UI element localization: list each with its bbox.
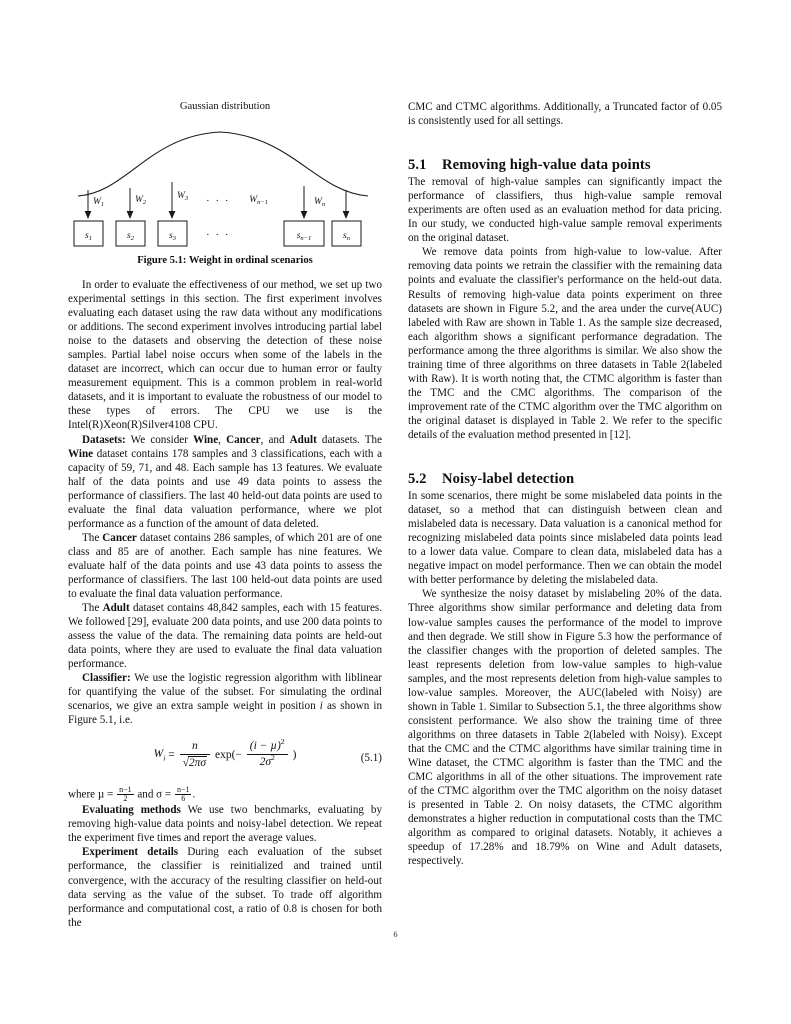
svg-text:s3: $s_3$ bbox=[169, 231, 176, 242]
eq-frac-num: n bbox=[191, 739, 198, 752]
dataset-cancer: Cancer bbox=[226, 433, 261, 446]
t: We use two benchmarks, evaluating by removing high-value data points and noisy-label detection. We repeat the experiment five times and report the average values. bbox=[68, 804, 382, 845]
datasets-lead: Datasets: bbox=[82, 433, 126, 446]
t: , bbox=[218, 433, 227, 446]
svg-text:sn: $s_n$ bbox=[343, 231, 350, 242]
where-fraction-sigma bbox=[175, 786, 192, 804]
gaussian-curve bbox=[78, 132, 368, 196]
figure-gaussian-label: Gaussian distribution bbox=[179, 101, 271, 112]
t: where µ = bbox=[68, 787, 117, 800]
left-paragraph-1: In order to evaluate the effectiveness of our method, we set up two experimental settings in this section. The first experiment involves evaluating each dataset using the raw data without any modifications or additions. The second experiment involves introducing partial label noise to the datasets and observing the detection of these noise samples. Partial label noise occurs when some of the labels in the dataset are incorrect, which can occur due to human error or faulty measurement equipment. This is a common problem in real-world datasets, and it is important to evaluate the robustness of our model to these types of errors. The CPU we use is the Intel(R)Xeon(R)Silver4108 CPU. bbox=[68, 279, 382, 432]
t: n−1 bbox=[119, 784, 132, 794]
t: 2 bbox=[123, 793, 128, 803]
svg-text:sn−1: $s_{n-1}$ bbox=[296, 231, 312, 242]
left-paragraph-cancer bbox=[68, 531, 382, 601]
dataset-adult-2: Adult bbox=[102, 602, 130, 615]
t: The bbox=[82, 531, 103, 544]
left-paragraph-datasets bbox=[68, 433, 382, 531]
svg-text:W2: $W_2$ bbox=[135, 195, 147, 206]
dataset-wine-2: Wine bbox=[68, 447, 94, 460]
t: dataset contains 286 samples, of which 201 are of one class and 85 are of another. Each sample has nine features. We evaluate half of the data points and use 43 data points to assess the performance of classifiers. The last 100 held-out data points are used to evaluate the final data valuation performance. bbox=[68, 531, 382, 601]
evaluating-methods-lead: Evaluating methods bbox=[82, 804, 181, 817]
eq-equals: = bbox=[168, 748, 175, 761]
section-gap-1 bbox=[408, 128, 722, 158]
section-5-2-paragraph-1: In some scenarios, there might be some mislabeled data points in the dataset, so a method that can distinguish between clean and mislabeled data is necessary. Data valuation is a canonical method for recognizing mislabeled data points since mislabeled data points lead to a lower data value. Compare to clean data, mislabeled data has a negative impact on model performance. Then we can obtain the model with better performance by deleting the mislabeled data. bbox=[408, 490, 722, 587]
section-gap-2 bbox=[408, 442, 722, 472]
section-number-5-1: 5.1 bbox=[408, 157, 427, 174]
figure-5-1 bbox=[68, 100, 382, 268]
section-number-5-2: 5.2 bbox=[408, 471, 427, 488]
left-paragraph-where bbox=[68, 786, 382, 804]
equation-number: (5.1) bbox=[360, 751, 382, 764]
right-column bbox=[408, 100, 722, 868]
eq-inner-num: (i − µ) bbox=[249, 740, 281, 752]
eq-lhs: W bbox=[153, 748, 164, 761]
svg-text:Wn: $W_n$ bbox=[314, 197, 326, 208]
t: We consider bbox=[125, 433, 194, 446]
equation-5-1 bbox=[68, 736, 382, 782]
eq-inner-den-sup: 2 bbox=[270, 753, 275, 763]
left-column bbox=[68, 100, 382, 930]
svg-text:Wn−1: $W_{n-1}$ bbox=[249, 195, 268, 206]
eq-lhs-sub: i bbox=[163, 753, 166, 763]
t: n−1 bbox=[176, 784, 190, 794]
eq-inner-den: 2σ bbox=[259, 756, 271, 769]
svg-text:· · ·: · · · bbox=[206, 229, 230, 241]
t: datasets. The bbox=[316, 433, 383, 446]
left-paragraph-experiment bbox=[68, 845, 382, 929]
page-number: 6 bbox=[393, 930, 398, 939]
right-paragraph-0: CMC and CTMC algorithms. Additionally, a Truncated factor of 0.05 is consistently used for all settings. bbox=[408, 101, 722, 128]
svg-text:s1: $s_1$ bbox=[85, 231, 92, 242]
t: 6 bbox=[181, 793, 186, 803]
equation-body bbox=[68, 737, 382, 770]
t: The bbox=[82, 602, 103, 615]
eq-inner-num-sup: 2 bbox=[280, 737, 285, 747]
left-paragraph-evaluating bbox=[68, 803, 382, 845]
figure-caption: Figure 5.1: Weight in ordinal scenarios bbox=[137, 254, 313, 266]
t: During each evaluation of the subset performance, the classifier is reinitialized and trained until convergence, with the accuracy of the resulting classifier on held-out data serving as the value of the subset. To trade off algorithm performance and computational cost, a ratio of 0.8 is chosen for both the bbox=[68, 846, 382, 929]
section-title-5-1: Removing high-value data points bbox=[442, 157, 651, 174]
section-5-1-paragraph-1: The removal of high-value samples can significantly impact the performance of classifiers, thus high-value sample removal experiments are often used as an evaluation method for data pricing. In our study, we conducted high-value sample removal experiments on the original dataset. bbox=[408, 176, 722, 245]
t: , and bbox=[260, 433, 290, 446]
eq-inner-fraction bbox=[247, 737, 288, 769]
left-paragraph-classifier bbox=[68, 671, 382, 727]
t: . bbox=[192, 787, 196, 800]
dataset-adult: Adult bbox=[289, 433, 317, 446]
svg-text:· · ·: · · · bbox=[206, 195, 230, 207]
section-heading-5-1 bbox=[408, 158, 722, 172]
eq-frac-den: 2πσ bbox=[188, 756, 207, 769]
section-5-1-paragraph-2: We remove data points from high-value to low-value. After removing data points we retrain the classifier with the remaining data points and evaluate the classifier's performance on the held-out data. Results of removing high-value data points experiment on three datasets are shown in Figure 5.2, and the area under the curve(AUC) labeled with Raw are shown in Table 1. As the sample size decreased, each algorithm shows a significant performance degradation. The performance among the three algorithms is similar. We also show the training time of three algorithms on three datasets in Table 2(labeled with Raw). It is worth noting that, the CTMC algorithm is faster than the TMC and the CMC algorithms. The comparison of the improvement rate of the CTMC algorithm over the TMC algorithm on the original dataset is displayed in Table 2. We refer to the specific details of the evaluation method presented in [12]. bbox=[408, 246, 722, 441]
eq-close: ) bbox=[292, 748, 297, 761]
section-title-5-2: Noisy-label detection bbox=[442, 471, 575, 488]
section-5-2-paragraph-2: We synthesize the noisy dataset by mislabeling 20% of the data. Three algorithms show similar performance and deleting data from low-value samples causes the performance of the model to improve and then degrade. We still show in Figure 5.3 how the performance of the classifier changes with the proportion of deleted samples. The least represents deletion from low-value samples to high-value samples, and the most represents deletion from high-value samples to low-value samples. Moreover, the AUC(labeled with Noisy) are shown in Table 1. Similar to Subsection 5.1, the three algorithms show consistent performance. We also show the training time of three algorithms on three datasets in Table 2(labeled with Noisy). Except that the CMC and the CTMC algorithms have similar training time in Wine dataset, the CTMC algorithm is faster than the TMC and the CMC algorithms in all of the other situations. The improvement rate of the CTMC algorithm over the TMC algorithm on the noisy dataset is presented in Table 2. On noisy datasets, the CTMC algorithm demonstrates a higher reduction in computational costs than the TMC algorithm as compared to original datasets. Notably, it achieves a speedup of 17.28% and 18.79% on Wine and Adult datasets, respectively. bbox=[408, 588, 722, 868]
classifier-lead: Classifier: bbox=[82, 672, 131, 685]
figure-diagram bbox=[68, 118, 382, 242]
left-paragraph-adult bbox=[68, 601, 382, 671]
eq-exp: exp(− bbox=[214, 748, 242, 761]
t: We use the logistic regression algorithm with liblinear for quantifying the value of the subset. For simulating the ordinal scenarios, we give an extra sample weight in position bbox=[68, 672, 382, 713]
experiment-details-lead: Experiment details bbox=[82, 846, 179, 859]
t: and σ = bbox=[134, 787, 174, 800]
t: as shown in Figure 5.1, i.e. bbox=[68, 700, 382, 727]
svg-text:W1: $W_1$ bbox=[93, 197, 105, 208]
where-fraction-mu bbox=[117, 786, 134, 804]
eq-main-fraction: $\frac{n}{√2\pi\sigma}$ bbox=[180, 740, 211, 770]
svg-text:W3: $W_3$ bbox=[177, 191, 189, 202]
t: dataset contains 178 samples and 3 classifications, each with a capacity of 59, 71, and 48. Each sample has 13 features. We evaluate half of the data points and use 49 data points to assess the performance of classifiers. The last 40 held-out data points are used to evaluate the final data valuation performance, where we plot performance as a function of the amount of data deleted. bbox=[68, 447, 382, 530]
dataset-wine: Wine bbox=[193, 433, 219, 446]
position-variable: i bbox=[319, 700, 323, 713]
t: dataset contains 48,842 samples, each with 15 features. We followed [29], evaluate 200 data points, and use 200 data points to assess the value of the data. The remaining data points are held-out data points, where they are used to evaluate the final data valuation performance. bbox=[68, 602, 382, 671]
svg-text:s2: $s_2$ bbox=[127, 231, 134, 242]
dataset-cancer-2: Cancer bbox=[102, 531, 137, 544]
section-heading-5-2 bbox=[408, 472, 722, 486]
